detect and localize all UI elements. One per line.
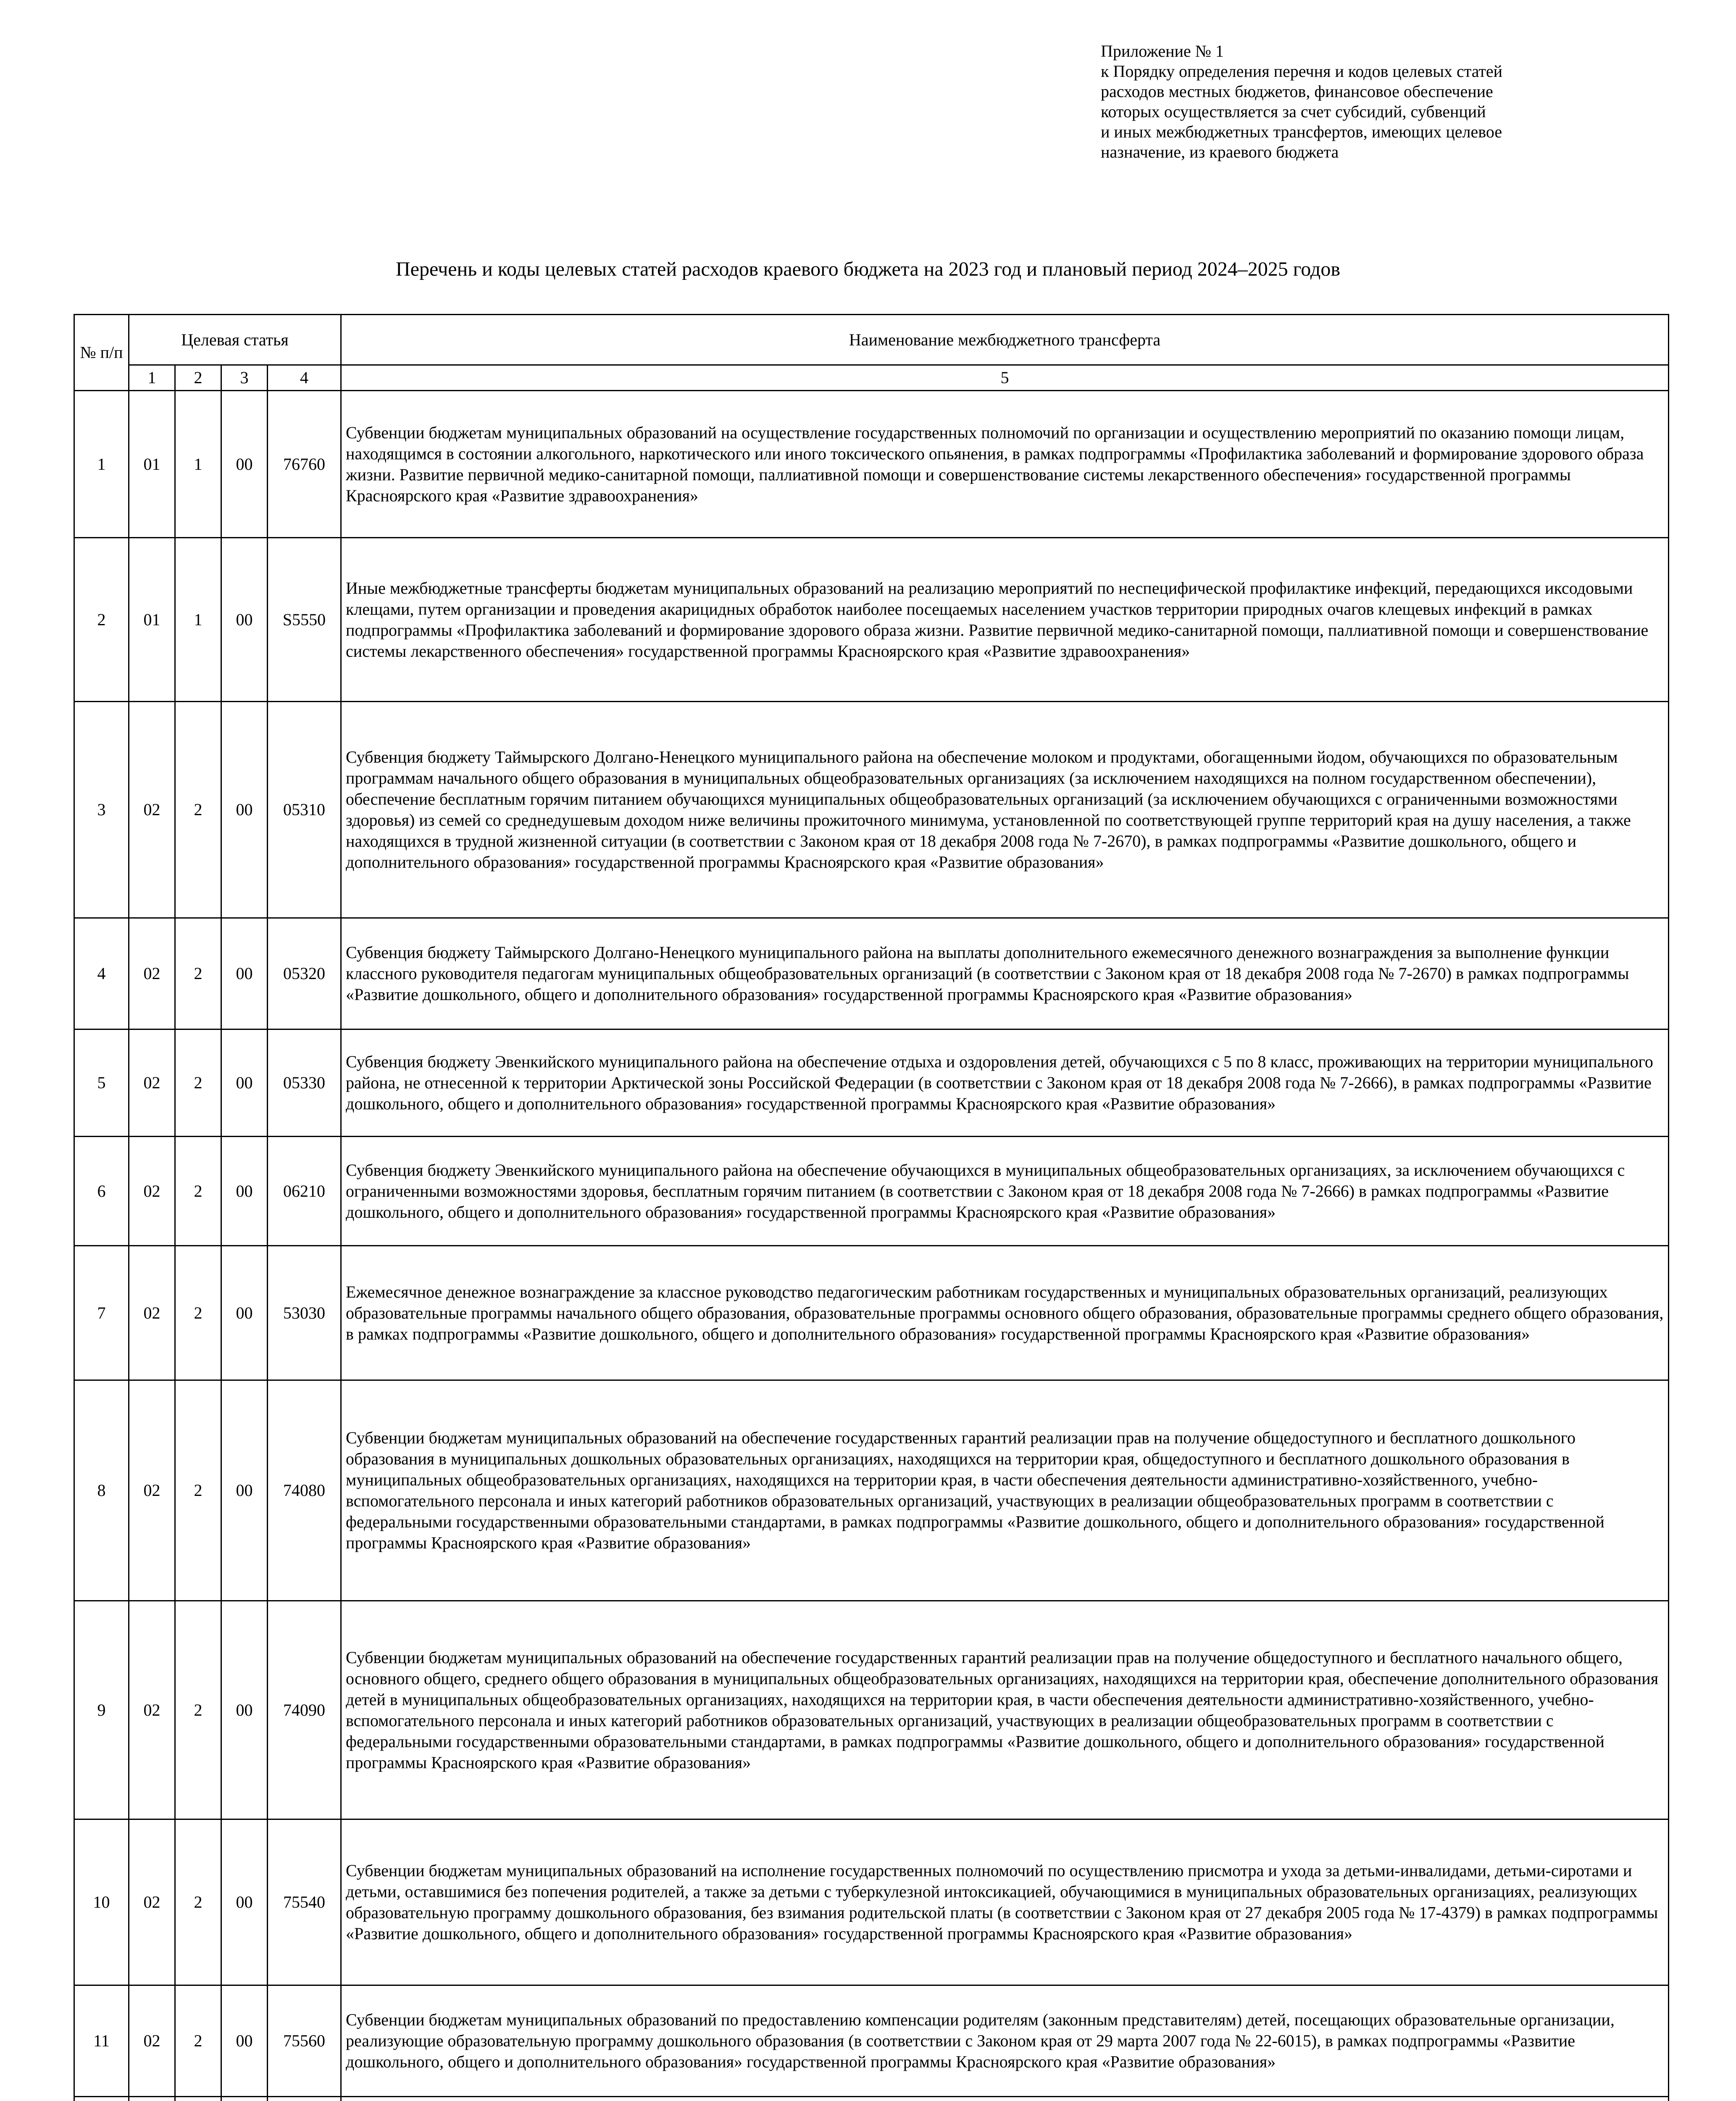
transfer-name: Ежемесячное денежное вознаграждение за классное руководство педагогическим работникам государственных и муниципальных образовательных организаций, реализующих образовательные программы начального общего образования, образовательные программы основного общего образования, образовательные программы среднего общего образования, в рамках подпрограммы «Развитие дошкольного, общего и дополнительного образования» государственной программы Красноярского края «Развитие образования»	[341, 1246, 1669, 1380]
code-1: 02	[129, 1137, 175, 1246]
table-row	[74, 1246, 1669, 1380]
row-num: 8	[74, 1380, 129, 1601]
code-4: 05330	[268, 1029, 341, 1137]
code-1: 01	[129, 391, 175, 538]
code-2: 2	[175, 1380, 221, 1601]
appendix-line: и иных межбюджетных трансфертов, имеющих целевое	[1101, 122, 1502, 141]
code-3: 00	[221, 1246, 268, 1380]
appendix-line: назначение, из краевого бюджета	[1101, 142, 1339, 161]
table-row	[74, 1985, 1669, 2097]
code-3: 00	[221, 702, 268, 918]
code-1: 02	[129, 1380, 175, 1601]
table-row	[74, 1601, 1669, 1819]
appendix-line: Приложение № 1	[1101, 42, 1224, 61]
code-1: 02	[129, 1819, 175, 1985]
header-num: № п/п	[74, 315, 129, 391]
code-4: 76760	[268, 391, 341, 538]
code-3: 00	[221, 538, 268, 702]
code-1: 02	[129, 1985, 175, 2097]
row-num: 10	[74, 1819, 129, 1985]
transfer-name: Субвенции бюджетам муниципальных образований на обеспечение государственных гарантий реализации прав на получение общедоступного и бесплатного дошкольного образования в муниципальных дошкольных образовательных организациях, находящихся на территории края, общедоступного и бесплатного дошкольного образования в муниципальных общеобразовательных организациях, находящихся на территории края, в части обеспечения деятельности административно-хозяйственного, учебно-вспомогательного персонала и иных категорий работников образовательных организаций, участвующих в реализации общеобразовательных программ в соответствии с федеральными государственными образовательными стандартами, в рамках подпрограммы «Развитие дошкольного, общего и дополнительного образования» государственной программы Красноярского края «Развитие образования»	[341, 1380, 1669, 1601]
header-sub-5: 5	[341, 365, 1669, 391]
table-row	[74, 918, 1669, 1029]
code-3: 00	[221, 391, 268, 538]
code-2: 2	[175, 1985, 221, 2097]
code-3: 00	[221, 918, 268, 1029]
code-3: 00	[221, 1137, 268, 1246]
row-num: 6	[74, 1137, 129, 1246]
code-4	[268, 2097, 341, 2101]
row-num: 7	[74, 1246, 129, 1380]
code-2: 2	[175, 1246, 221, 1380]
row-num: 11	[74, 1985, 129, 2097]
transfer-name	[341, 2097, 1669, 2101]
header-article: Целевая статья	[129, 315, 341, 365]
row-num: 1	[74, 391, 129, 538]
table-row	[74, 1029, 1669, 1137]
code-1: 02	[129, 918, 175, 1029]
code-3	[221, 2097, 268, 2101]
transfer-name: Субвенции бюджетам муниципальных образований по предоставлению компенсации родителям (законным представителям) детей, посещающих образовательные организации, реализующие образовательную программу дошкольного образования (в соответствии с Законом края от 29 марта 2007 года № 22-6015), в рамках подпрограммы «Развитие дошкольного, общего и дополнительного образования» государственной программы Красноярского края «Развитие образования»	[341, 1985, 1669, 2097]
code-2	[175, 2097, 221, 2101]
row-num: 3	[74, 702, 129, 918]
header-name: Наименование межбюджетного трансферта	[341, 315, 1669, 365]
code-2: 2	[175, 918, 221, 1029]
code-4: 75540	[268, 1819, 341, 1985]
document-title: Перечень и коды целевых статей расходов краевого бюджета на 2023 год и плановый период 2024–2025 годов	[396, 258, 1340, 280]
code-2: 2	[175, 1029, 221, 1137]
code-1: 02	[129, 1029, 175, 1137]
code-4: 05320	[268, 918, 341, 1029]
code-3: 00	[221, 1029, 268, 1137]
transfer-name: Иные межбюджетные трансферты бюджетам муниципальных образований на реализацию мероприятий по неспецифической профилактике инфекций, передающихся иксодовыми клещами, путем организации и проведения акарицидных обработок наиболее посещаемых населением участков территории природных очагов клещевых инфекций в рамках подпрограммы «Профилактика заболеваний и формирование здорового образа жизни. Развитие первичной медико-санитарной помощи, паллиативной помощи и совершенствование системы лекарственного обеспечения» государственной программы Красноярского края «Развитие здравоохранения»	[341, 538, 1669, 702]
code-4: 74080	[268, 1380, 341, 1601]
transfer-name: Субвенция бюджету Таймырского Долгано-Ненецкого муниципального района на выплаты дополнительного ежемесячного денежного вознаграждения за выполнение функции классного руководителя педагогам муниципальных общеобразовательных организаций (в соответствии с Законом края от 18 декабря 2008 года № 7-2670) в рамках подпрограммы «Развитие дошкольного, общего и дополнительного образования» государственной программы Красноярского края «Развитие образования»	[341, 918, 1669, 1029]
table-row	[74, 1137, 1669, 1246]
code-4: 05310	[268, 702, 341, 918]
table-row	[74, 2097, 1669, 2101]
target-articles-table	[74, 314, 1669, 2101]
code-3: 00	[221, 1380, 268, 1601]
appendix-line: к Порядку определения перечня и кодов целевых статей	[1101, 62, 1503, 81]
header-sub-4: 4	[268, 365, 341, 391]
code-2: 2	[175, 702, 221, 918]
table-row	[74, 1380, 1669, 1601]
row-num: 2	[74, 538, 129, 702]
code-4: 74090	[268, 1601, 341, 1819]
row-num: 4	[74, 918, 129, 1029]
code-1: 01	[129, 538, 175, 702]
table-row	[74, 702, 1669, 918]
appendix-line: расходов местных бюджетов, финансовое обеспечение	[1101, 82, 1493, 101]
table-row	[74, 538, 1669, 702]
code-1: 02	[129, 702, 175, 918]
code-1: 02	[129, 1246, 175, 1380]
transfer-name: Субвенции бюджетам муниципальных образований на исполнение государственных полномочий по осуществлению присмотра и ухода за детьми-инвалидами, детьми-сиротами и детьми, оставшимися без попечения родителей, а также за детьми с туберкулезной интоксикацией, обучающимися в муниципальных образовательных организациях, реализующих образовательную программу дошкольного образования, без взимания родительской платы (в соответствии с Законом края от 27 декабря 2005 года № 17-4379) в рамках подпрограммы «Развитие дошкольного, общего и дополнительного образования» государственной программы Красноярского края «Развитие образования»	[341, 1819, 1669, 1985]
code-3: 00	[221, 1819, 268, 1985]
row-num: 9	[74, 1601, 129, 1819]
row-num	[74, 2097, 129, 2101]
code-4: 53030	[268, 1246, 341, 1380]
code-3: 00	[221, 1601, 268, 1819]
appendix-line: которых осуществляется за счет субсидий, субвенций	[1101, 102, 1486, 121]
transfer-name: Субвенции бюджетам муниципальных образований на обеспечение государственных гарантий реализации прав на получение общедоступного и бесплатного начального общего, основного общего, среднего общего образования в муниципальных общеобразовательных организациях, находящихся на территории края, обеспечение дополнительного образования детей в муниципальных общеобразовательных организациях, находящихся на территории края, в части обеспечения деятельности административно-хозяйственного, учебно-вспомогательного персонала и иных категорий работников образовательных организаций, участвующих в реализации общеобразовательных программ в соответствии с федеральными государственными образовательными стандартами, в рамках подпрограммы «Развитие дошкольного, общего и дополнительного образования» государственной программы Красноярского края «Развитие образования»	[341, 1601, 1669, 1819]
code-1	[129, 2097, 175, 2101]
header-sub-2: 2	[175, 365, 221, 391]
code-1: 02	[129, 1601, 175, 1819]
code-4: 06210	[268, 1137, 341, 1246]
code-4: S5550	[268, 538, 341, 702]
transfer-name: Субвенция бюджету Эвенкийского муниципального района на обеспечение обучающихся в муниципальных общеобразовательных организациях, за исключением обучающихся с ограниченными возможностями здоровья, бесплатным горячим питанием (в соответствии с Законом края от 18 декабря 2008 года № 7-2666) в рамках подпрограммы «Развитие дошкольного, общего и дополнительного образования» государственной программы Красноярского края «Развитие образования»	[341, 1137, 1669, 1246]
code-2: 2	[175, 1819, 221, 1985]
appendix-header	[1101, 41, 1710, 162]
code-3: 00	[221, 1985, 268, 2097]
code-2: 1	[175, 538, 221, 702]
table-row	[74, 1819, 1669, 1985]
header-sub-1: 1	[129, 365, 175, 391]
code-2: 2	[175, 1601, 221, 1819]
transfer-name: Субвенции бюджетам муниципальных образований на осуществление государственных полномочий по организации и осуществлению мероприятий по оказанию помощи лицам, находящимся в состоянии алкогольного, наркотического или иного токсического опьянения, в рамках подпрограммы «Профилактика заболеваний и формирование здорового образа жизни. Развитие первичной медико-санитарной помощи, паллиативной помощи и совершенствование системы лекарственного обеспечения» государственной программы Красноярского края «Развитие здравоохранения»	[341, 391, 1669, 538]
code-4: 75560	[268, 1985, 341, 2097]
transfer-name: Субвенция бюджету Эвенкийского муниципального района на обеспечение отдыха и оздоровления детей, обучающихся с 5 по 8 класс, проживающих на территории муниципального района, не отнесенной к территории Арктической зоны Российской Федерации (в соответствии с Законом края от 18 декабря 2008 года № 7-2666), в рамках подпрограммы «Развитие дошкольного, общего и дополнительного образования» государственной программы Красноярского края «Развитие образования»	[341, 1029, 1669, 1137]
header-sub-3: 3	[221, 365, 268, 391]
code-2: 1	[175, 391, 221, 538]
transfer-name: Субвенция бюджету Таймырского Долгано-Ненецкого муниципального района на обеспечение молоком и продуктами, обогащенными йодом, обучающихся по образовательным программам начального общего образования в муниципальных общеобразовательных организациях (за исключением находящихся на полном государственном обеспечении), обеспечение бесплатным горячим питанием обучающихся муниципальных общеобразовательных организаций (за исключением обучающихся с ограниченными возможностями здоровья) из семей со среднедушевым доходом ниже величины прожиточного минимума, установленной по соответствующей группе территорий края на душу населения, а также находящихся в трудной жизненной ситуации (в соответствии с Законом края от 18 декабря 2008 года № 7-2670), в рамках подпрограммы «Развитие дошкольного, общего и дополнительного образования» государственной программы Красноярского края «Развитие образования»	[341, 702, 1669, 918]
table-row	[74, 391, 1669, 538]
row-num: 5	[74, 1029, 129, 1137]
code-2: 2	[175, 1137, 221, 1246]
